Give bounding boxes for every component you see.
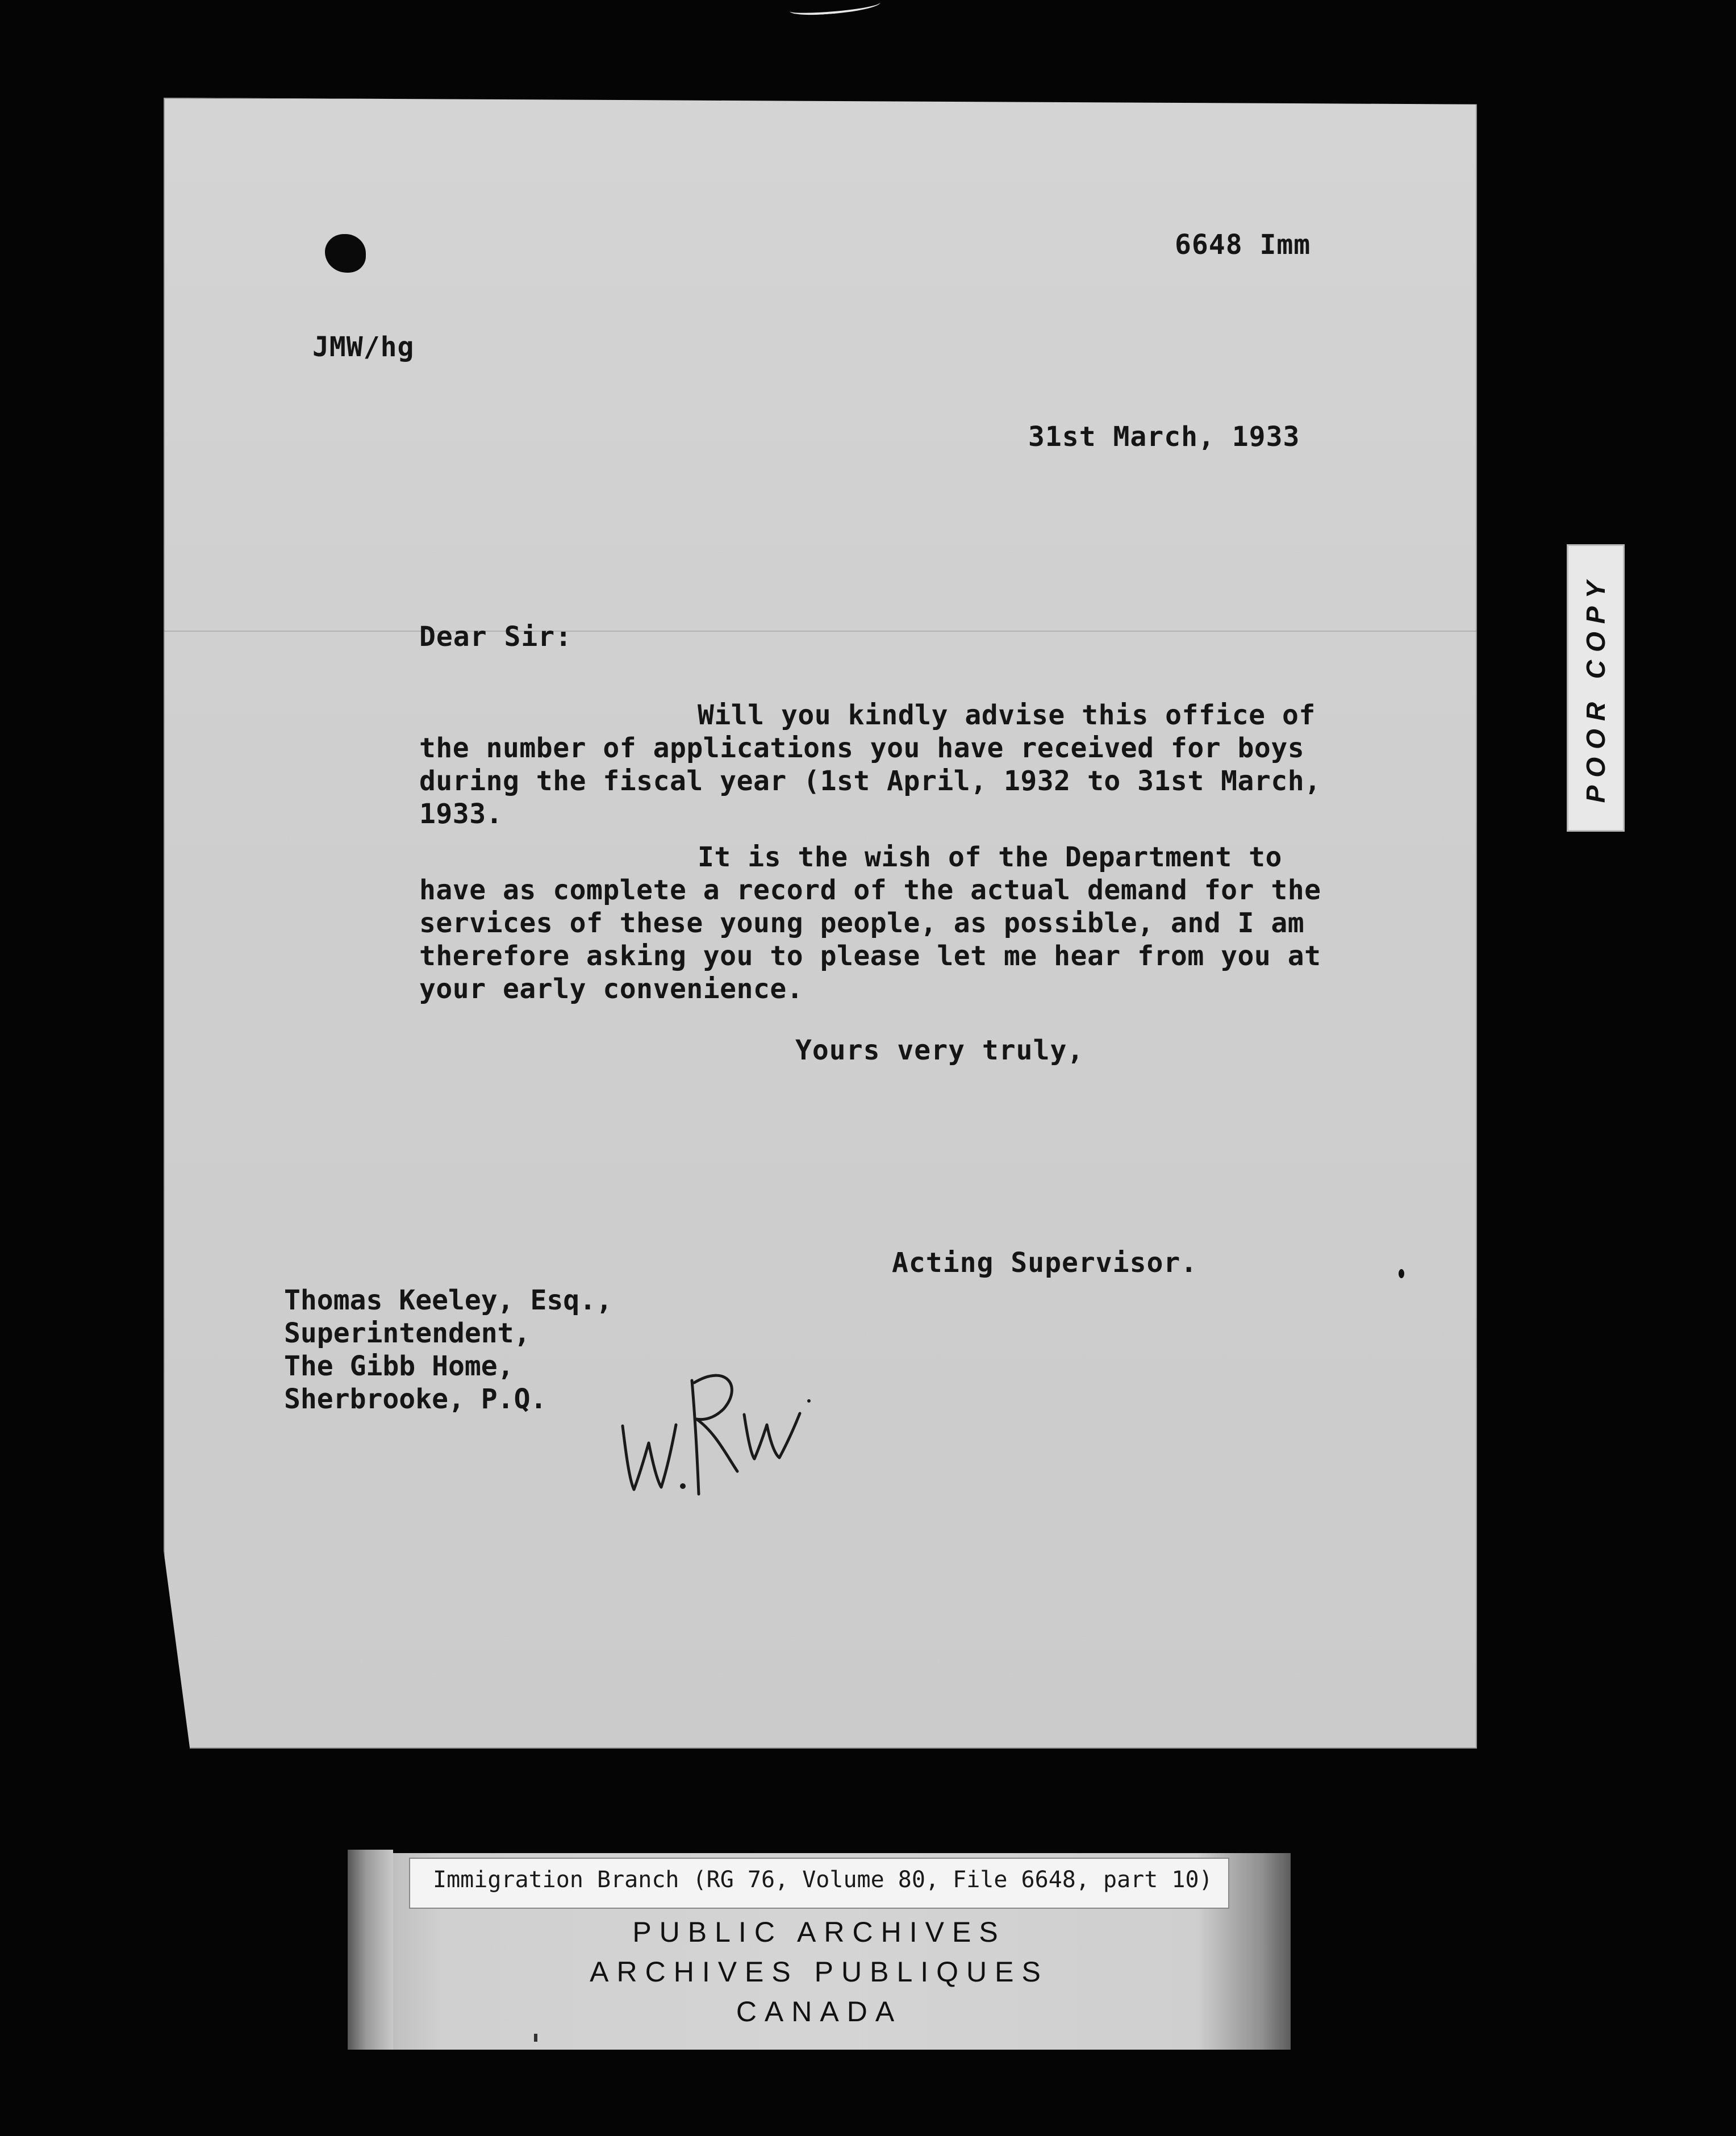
fold-line: [164, 631, 1477, 632]
letter-paragraph-1: Will you kindly advise this office of the number of applications you have received for boys during the fiscal year (1st April, 1932 to 31st March, 1933.: [419, 699, 1321, 830]
letter-date: 31st March, 1933: [1028, 421, 1300, 453]
handwritten-initials-signature: [612, 1358, 817, 1511]
archive-country: CANADA: [736, 1996, 903, 2027]
file-citation-label: [409, 1858, 1229, 1909]
archive-name-french: ARCHIVES PUBLIQUES: [590, 1956, 1049, 1988]
file-citation-text: Immigration Branch (RG 76, Volume 80, File 6648, part 10): [433, 1867, 1213, 1893]
poor-copy-text: POOR COPY: [1581, 573, 1610, 803]
recipient-institution: The Gibb Home,: [284, 1350, 514, 1382]
letter-paragraph-2: It is the wish of the Department to have as complete a record of the actual demand for the services of these young people, as possible, and I am therefore asking you to please let me hear from you at your early convenience.: [419, 841, 1321, 1005]
ink-dot: [1399, 1269, 1404, 1278]
letter-closing: Yours very truly,: [795, 1034, 1084, 1066]
file-reference: 6648 Imm: [1175, 229, 1311, 261]
signer-title: Acting Supervisor.: [892, 1247, 1198, 1279]
salutation: Dear Sir:: [419, 621, 573, 653]
recipient-name: Thomas Keeley, Esq.,: [284, 1284, 612, 1316]
dust-mark: [534, 2034, 537, 2042]
typist-initials: JMW/hg: [312, 331, 415, 363]
recipient-address: [284, 1284, 612, 1416]
poor-copy-sticker: [1567, 544, 1625, 832]
archive-name-english: PUBLIC ARCHIVES: [632, 1916, 1006, 1948]
recipient-location: Sherbrooke, P.Q.: [284, 1383, 547, 1415]
recipient-title: Superintendent,: [284, 1317, 531, 1349]
